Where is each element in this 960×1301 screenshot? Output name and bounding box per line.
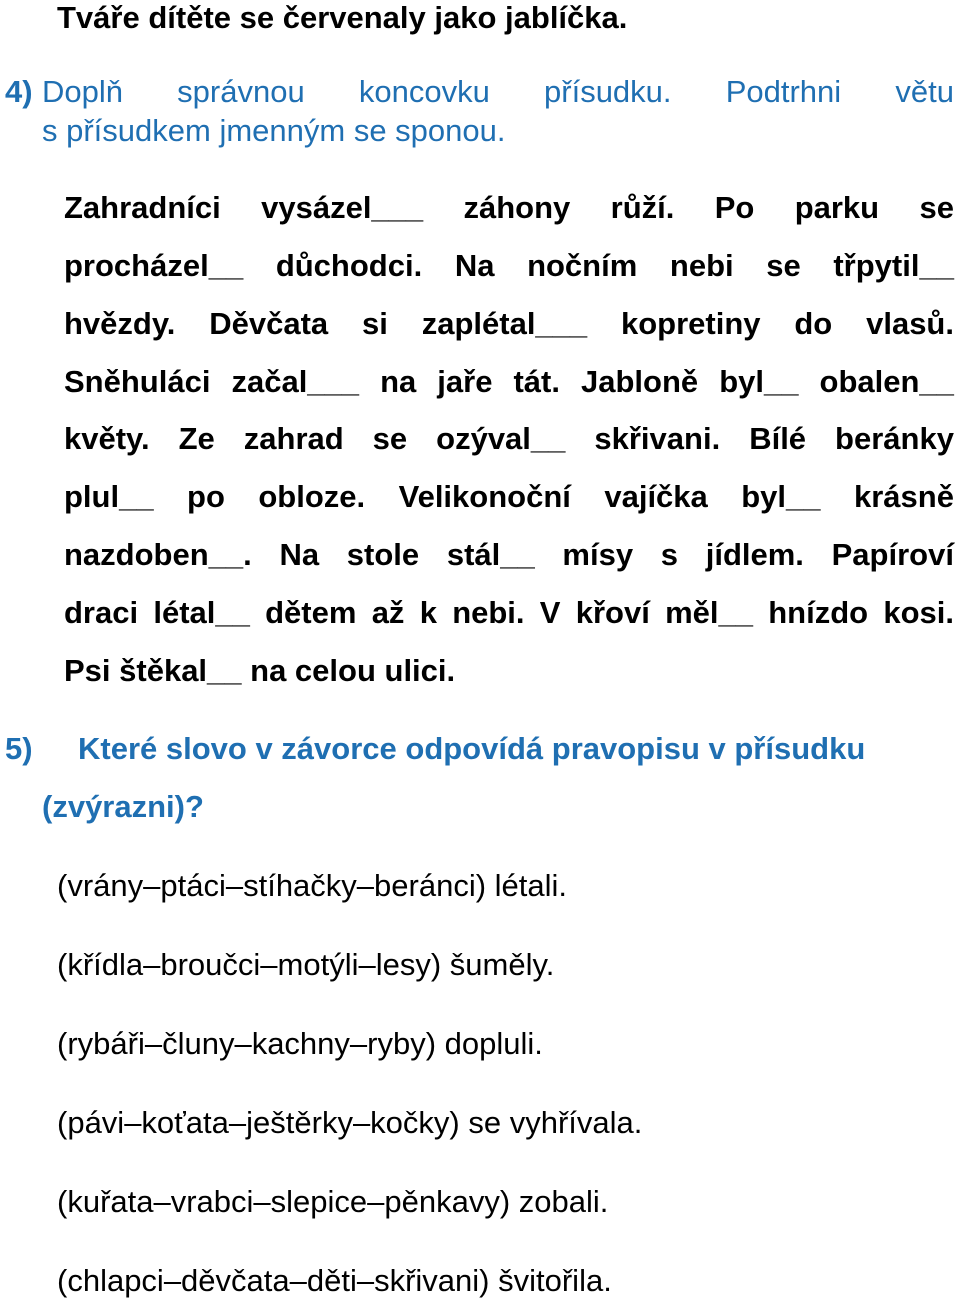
list-item: (kuřata–vrabci–slepice–pěnkavy) zobali. — [57, 1184, 609, 1219]
exercise-4-line: draci létal__ dětem až k nebi. V křoví měl__ hnízdo kosi. — [64, 595, 954, 630]
task-5-number: 5) — [5, 731, 33, 766]
exercise-4-line: květy. Ze zahrad se ozýval__ skřivani. Bílé beránky — [64, 421, 954, 456]
exercise-4-line: plul__ po obloze. Velikonoční vajíčka byl__ krásně — [64, 479, 954, 514]
exercise-4-line: Sněhuláci začal___ na jaře tát. Jabloně byl__ obalen__ — [64, 364, 954, 399]
exercise-4-line: procházel__ důchodci. Na nočním nebi se třpytil__ — [64, 248, 954, 283]
exercise-4-line: hvězdy. Děvčata si zaplétal___ kopretiny do vlasů. — [64, 306, 954, 341]
exercise-4-last-line: Psi štěkal__ na celou ulici. — [64, 653, 456, 688]
task-4-line-1: Doplň správnou koncovku přísudku. Podtrhni větu — [42, 74, 954, 109]
task-5-line-1: Které slovo v závorce odpovídá pravopisu v přísudku — [78, 731, 866, 766]
exercise-4-line: nazdoben__. Na stole stál__ mísy s jídlem. Papíroví — [64, 537, 954, 572]
intro-sentence: Tváře dítěte se červenaly jako jablíčka. — [57, 0, 628, 35]
task-4-line-2: s přísudkem jmenným se sponou. — [42, 113, 506, 148]
task-4-number: 4) — [5, 74, 33, 109]
list-item: (vrány–ptáci–stíhačky–beránci) létali. — [57, 868, 568, 903]
list-item: (rybáři–čluny–kachny–ryby) dopluli. — [57, 1026, 543, 1061]
task-5-line-2: (zvýrazni)? — [42, 789, 204, 824]
list-item: (chlapci–děvčata–děti–skřivani) švitořila. — [57, 1263, 612, 1298]
exercise-4-line: Zahradníci vysázel___ záhony růží. Po parku se — [64, 190, 954, 225]
list-item: (křídla–broučci–motýli–lesy) šuměly. — [57, 947, 555, 982]
list-item: (pávi–koťata–ještěrky–kočky) se vyhřívala. — [57, 1105, 643, 1140]
